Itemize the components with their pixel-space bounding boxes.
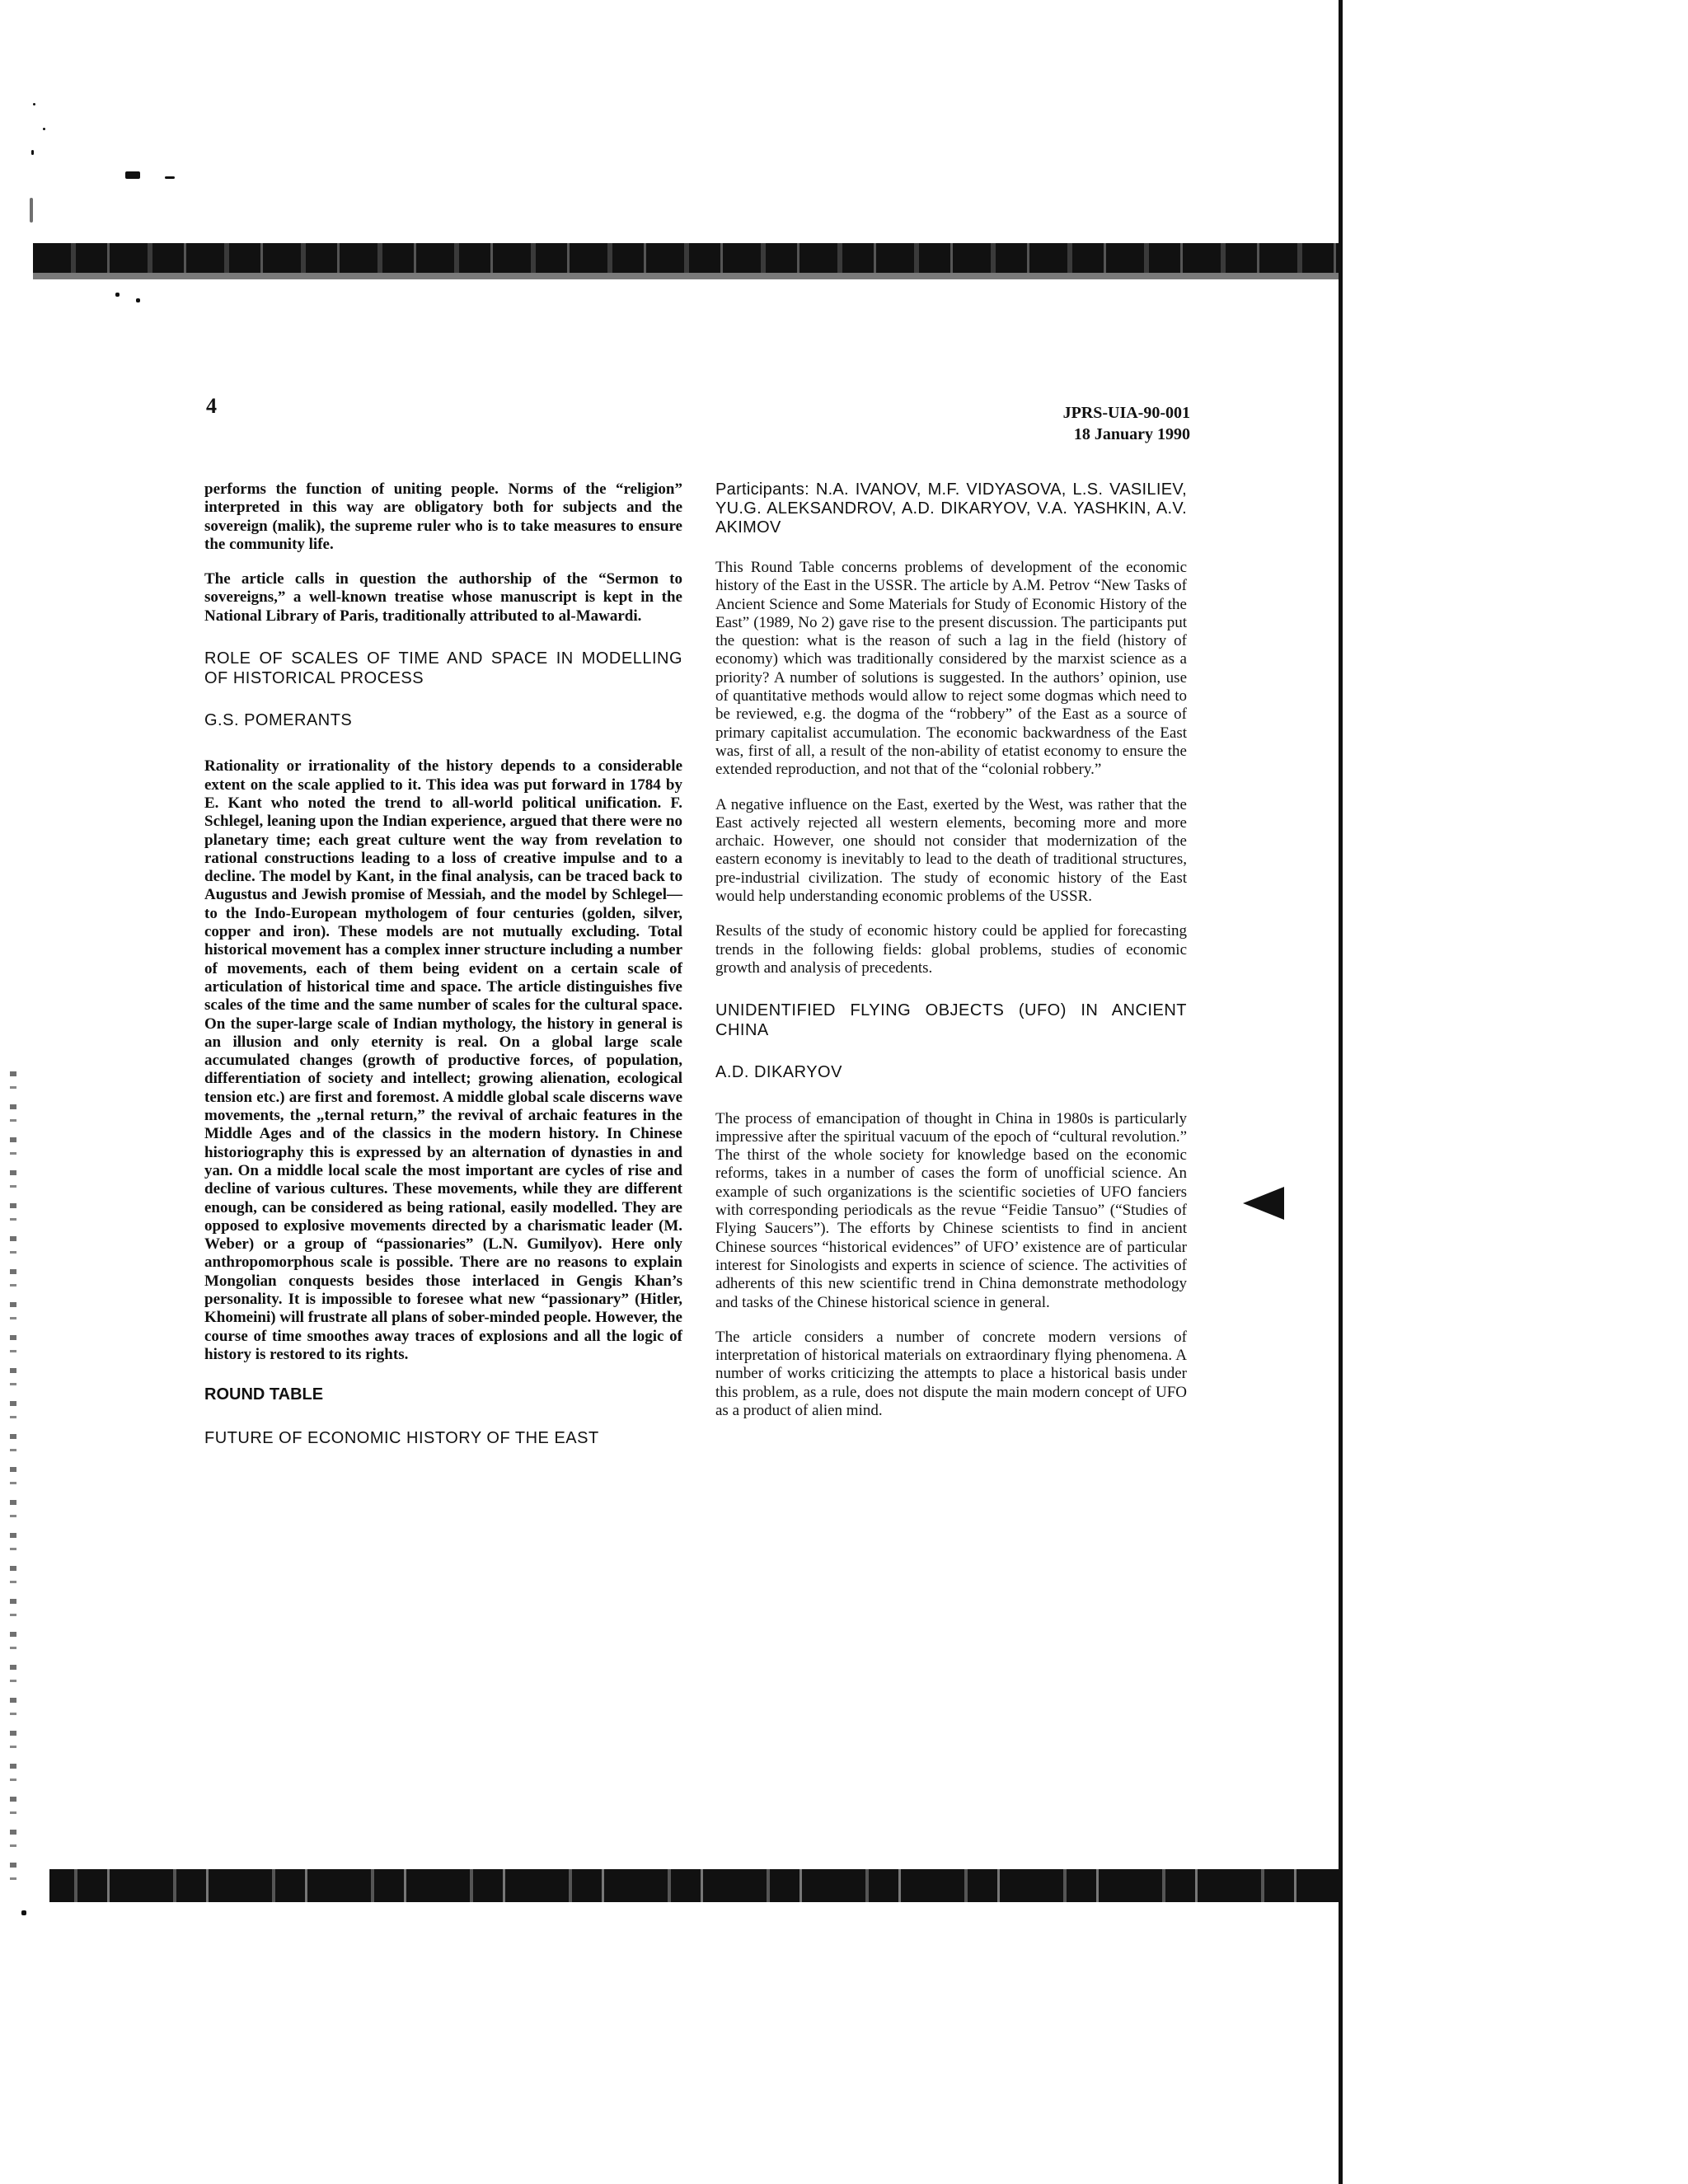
ufo-article-author: A.D. DIKARYOV (715, 1063, 842, 1082)
ufo-article-heading: UNIDENTIFIED FLYING OBJECTS (UFO) IN ANCIENT CHINA (715, 1001, 1187, 1040)
ufo-article-paragraph: The process of emancipation of thought in China in 1980s is particularly impressive after the spiritual vacuum of the epoch of “cultural revolution.” The thirst of the whole society for knowledge based on the economic reforms, takes in a number of cases the form of unofficial science. An example of such organizations is the scientific societies of UFO fanciers with corresponding periodicals as the revue “Feidie Tansuo” (“Studies of Flying Saucers”). The efforts by Chinese scientists to find in ancient Chinese sources “historical evidences” of UFO’ existence are of particular interest for Sinologists and experts in science of science. The activities of adherents of this new scientific trend in China demonstrate methodology and tasks of the Chinese historical science in general. (715, 1109, 1187, 1311)
article-heading: ROLE OF SCALES OF TIME AND SPACE IN MODELLING OF HISTORICAL PROCESS (204, 649, 682, 688)
publication-date: 18 January 1990 (1073, 425, 1190, 443)
scan-noise-left (10, 1071, 16, 1896)
article-body: Rationality or irrationality of the history depends to a considerable extent on the scale applied to it. This idea was put forward in 1784 by E. Kant who noted the trend to all-world political unification. F. Schlegel, leaning upon the Indian experience, argued that there were no planetary time; each great culture went the way from revelation to rational constructions leading to a loss of creative impulse and to a decline. The model by Kant, in the final analysis, can be traced back to Augustus and Jewish promise of Messiah, and the model by Schlegel—to the Indo-European mythologem of four centuries (golden, silver, copper and iron). These models are not mutually excluding. Total historical movement has a complex inner structure including a number of movements, each of them being evident on a certain scale of articulation of historical time and space. The article distinguishes five scales of the time and the same number of scales for the cultural space. On the super-large scale of Indian mythology, the history in general is an illusion and only eternity is real. On a global large scale accumulated changes (growth of productive forces, of population, differentiation of society and intellect; growing alienation, ecological tension etc.) are first and foremost. A middle global scale discerns wave movements, the „ternal return,” the revival of archaic features in the Middle Ages and of the classics in the modern history. In Chinese historiography this is expressed by an alternation of dynasties in and yan. On a middle local scale the most important are cycles of rise and decline of various cultures. These movements, while they are different enough, can be considered as being rational, easily modelled. They are opposed to explosive movements directed by a charismatic leader (M. Weber) or a group of “passionaries” (L.N. Gumilyov). Here only anthropomorphous scale is possible. There are no reasons to explain Mongolian conquests besides those interlaced in Gengis Khan’s personality. It is impossible to foresee what new “passionary” (Hitler, Khomeini) will frustrate all plans of sober-minded people. However, the course of time smoothes away traces of explosions and all the logic of history is restored to its rights. (204, 757, 682, 1363)
paragraph-continued: performs the function of uniting people. Norms of the “religion” interpreted in this way are obligatory both for subjects and the sovereign (malik), the supreme ruler who is to take measures to ensure the community life. (204, 480, 682, 553)
publication-id: JPRS-UIA-90-001 (1062, 404, 1190, 422)
round-table-paragraph: A negative influence on the East, exerted by the West, was rather that the East actively rejected all western elements, becoming more and more archaic. However, one should not consider that modernization of the eastern economy is inevitably to lead to the death of traditional structures, pre-industrial civilization. The study of economic history of the East would help understanding economic problems of the USSR. (715, 795, 1187, 906)
scan-speck (125, 171, 140, 179)
margin-arrow-icon (1243, 1187, 1284, 1220)
paragraph-article-note: The article calls in question the authorship of the “Sermon to sovereigns,” a well-known treatise whose manuscript is kept in the National Library of Paris, traditionally attributed to al-Mawardi. (204, 570, 682, 625)
scan-border-bottom (49, 1869, 1339, 1902)
scan-speck (115, 293, 120, 297)
right-column (715, 480, 1187, 1436)
participants-list: Participants: N.A. IVANOV, M.F. VIDYASOVA, L.S. VASILIEV, YU.G. ALEKSANDROV, A.D. DIKARYOV, V.A. YASHKIN, A.V. AKIMOV (715, 480, 1187, 537)
publication-header (1063, 402, 1190, 445)
scan-speck (31, 150, 34, 155)
scan-speck (165, 176, 175, 179)
scan-speck (136, 298, 140, 302)
round-table-heading: FUTURE OF ECONOMIC HISTORY OF THE EAST (204, 1429, 599, 1448)
left-column (204, 480, 682, 1471)
scan-speck (30, 198, 33, 223)
round-table-paragraph: Results of the study of economic history could be applied for forecasting trends in the following fields: global problems, studies of economic growth and analysis of precedents. (715, 922, 1187, 977)
page-edge-border (1339, 0, 1343, 2184)
ufo-article-paragraph: The article considers a number of concrete modern versions of interpretation of historical materials on extraordinary flying phenomena. A number of works criticizing the attempts to place a historical basis under this problem, as a rule, does not dispute the main modern concept of UFO as a product of alien mind. (715, 1328, 1187, 1419)
scan-border-top (33, 243, 1339, 273)
round-table-paragraph: This Round Table concerns problems of development of the economic history of the East in the USSR. The article by A.M. Petrov “New Tasks of Ancient Science and Some Materials for Study of Economic History of the East” (1989, No 2) gave rise to the present discussion. The participants put the question: what is the reason of such a lag in the field (history of economy) which was traditionally considered by the marxist science as a priority? A number of solutions is suggested. In the authors’ opinion, use of quantitative methods would allow to reject some dogmas which need to be reviewed, e.g. the dogma of the “robbery” of the East as a source of primary capitalist accumulation. The economic backwardness of the East was, first of all, a result of the non-ability of etatist economy to ensure the extended reproduction, and not that of the “colonial robbery.” (715, 559, 1187, 779)
scan-speck (33, 103, 35, 105)
page-number: 4 (206, 394, 217, 418)
scan-speck (43, 128, 45, 130)
article-author: G.S. POMERANTS (204, 711, 353, 730)
scan-speck (21, 1910, 26, 1915)
section-label: ROUND TABLE (204, 1385, 324, 1404)
